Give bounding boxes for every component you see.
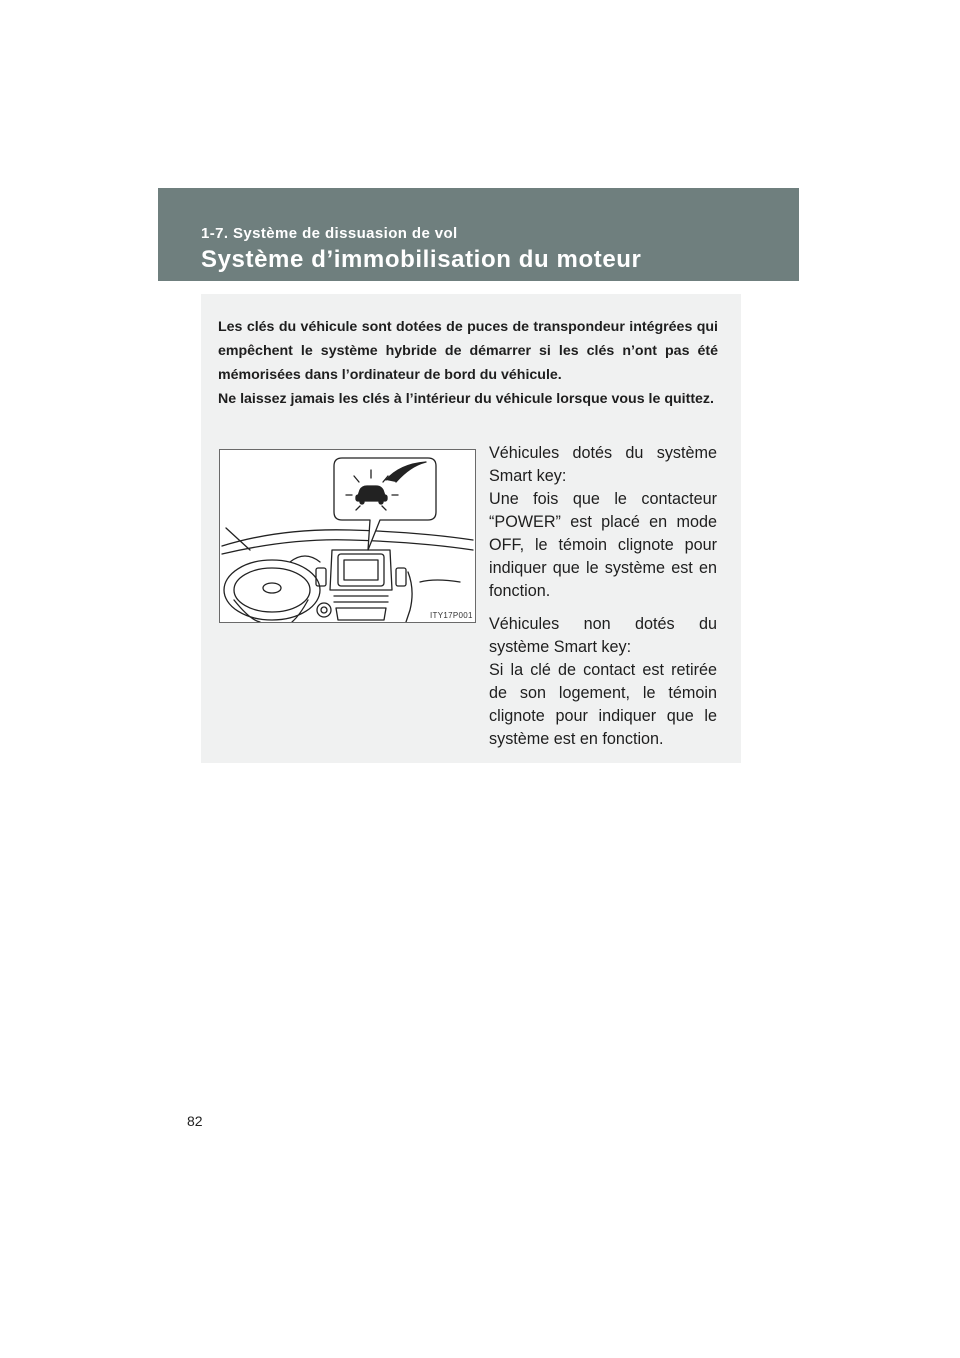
section-label: 1-7. Système de dissuasion de vol: [201, 225, 458, 242]
smart-key-heading: Véhicules dotés du système Smart key:: [489, 444, 717, 485]
dashboard-illustration: [219, 449, 476, 623]
center-display-icon: [330, 550, 392, 620]
intro-paragraph-1: Les clés du véhicule sont dotées de puces de transpondeur intégrées qui empêchent le système hybride de démarrer si les clés n’ont pas été mémorisées dans l’ordinateur de bord du véhicule.: [218, 319, 718, 383]
intro-text: [218, 315, 718, 411]
intro-paragraph-2: Ne laissez jamais les clés à l’intérieur du véhicule lorsque vous le quittez.: [218, 391, 714, 407]
content-panel: [201, 294, 741, 763]
no-smart-key-heading: Véhicules non dotés du système Smart key:: [489, 615, 717, 656]
smart-key-text: Une fois que le contacteur “POWER” est placé en mode OFF, le témoin clignote pour indiquer que le système est en fonction.: [489, 490, 717, 600]
security-indicator-callout: [334, 458, 436, 550]
page-number: 82: [187, 1113, 203, 1129]
steering-wheel-icon: [224, 560, 320, 622]
car-lock-indicator-icon: [356, 486, 387, 504]
description-text: [489, 442, 717, 761]
figure-code: ITY17P001: [430, 611, 473, 620]
no-smart-key-text: Si la clé de contact est retirée de son logement, le témoin clignote pour indiquer que le système est en fonction.: [489, 661, 717, 748]
page-title: Système d’immobilisation du moteur: [201, 246, 642, 273]
dashboard-outline: [222, 530, 473, 546]
section-header: [158, 188, 799, 281]
